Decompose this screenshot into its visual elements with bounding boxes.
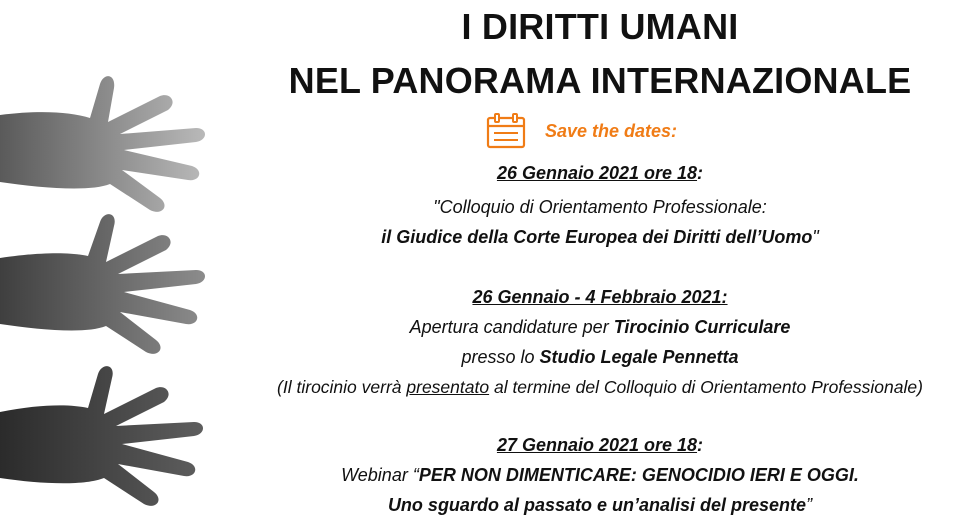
- page-title-line-2: NEL PANORAMA INTERNAZIONALE: [288, 60, 912, 101]
- event-2-line-3: (Il tirocinio verrà presentato al termine del Colloquio di Orientamento Professionale): [277, 377, 923, 397]
- event-3-date: 27 Gennaio 2021 ore 18: [496, 435, 698, 455]
- announcement: [220, 0, 980, 526]
- save-the-dates: [485, 112, 677, 150]
- event-1-date-line: 26 Gennaio 2021 ore 18:: [496, 163, 704, 183]
- save-the-dates-label: Save the dates:: [545, 120, 678, 141]
- calendar-icon: [485, 112, 527, 150]
- event-2-line-1: Apertura candidature per Tirocinio Curriculare: [409, 317, 791, 337]
- event-1-line-2: il Giudice della Corte Europea dei Diritti dell’Uomo": [381, 227, 819, 247]
- hands-illustration: [0, 0, 220, 526]
- event-2-date: 26 Gennaio - 4 Febbraio 2021:: [472, 287, 728, 307]
- event-3-date-line: 27 Gennaio 2021 ore 18:: [496, 435, 704, 455]
- dark-hand: [0, 366, 203, 506]
- light-hand: [0, 76, 205, 212]
- event-2-date-line: [220, 285, 980, 309]
- event-1-date: 26 Gennaio 2021 ore 18: [496, 163, 698, 183]
- event-3-line-1: Webinar “PER NON DIMENTICARE: GENOCIDIO IERI E OGGI.: [341, 465, 859, 485]
- page-title-line-1: I DIRITTI UMANI: [461, 6, 739, 47]
- event-1-line-1: "Colloquio di Orientamento Professionale:: [433, 197, 767, 217]
- event-2-line-2: presso lo Studio Legale Pennetta: [461, 347, 739, 367]
- event-3-line-2: Uno sguardo al passato e un’analisi del presente”: [387, 495, 813, 515]
- medium-hand: [0, 214, 205, 354]
